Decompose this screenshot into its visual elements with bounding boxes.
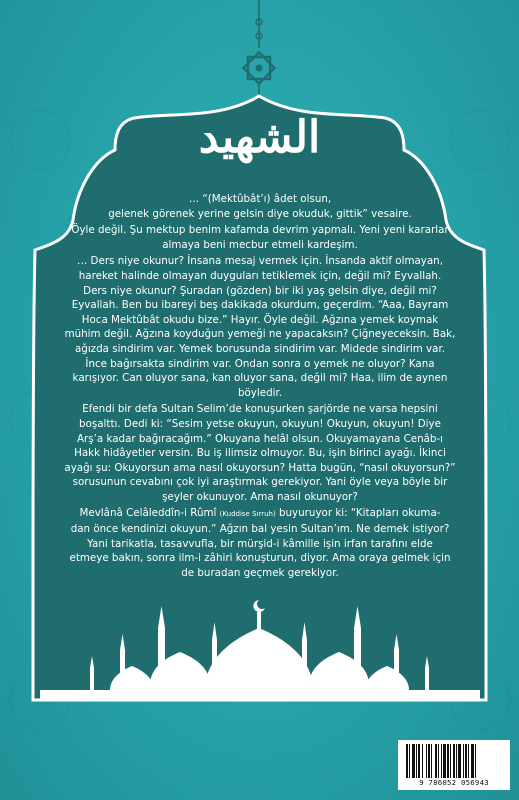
text-line: almaya beni mecbur etmeli kardeşim. [162, 238, 358, 251]
text-line: karışıyor. Can oluyor sana, kan oluyor sana, değil mi? Haa, ilim de aynen [72, 372, 448, 385]
isbn-barcode [398, 740, 510, 790]
text-line: etmeye bakın, sonra ilm-i zâhiri konuşturun, diyor. Ama oraya gelmek için [69, 552, 451, 565]
text-line: Eyvallah. Ben bu ibareyi beş dakikada okurdum, geçerdim. “Aaa, Bayram [71, 299, 449, 312]
honorific-note: (Kuddise Sırruh) [219, 510, 276, 519]
text-line: Hakk hidâyetler versin. Bu iş ilimsiz olmuyor. Bu, işin birinci ayağı. İkinci [74, 447, 446, 460]
paragraph-1 [58, 192, 462, 221]
isbn-digits: 9 786052 056943 [419, 778, 489, 787]
text-line: Mevlânâ Celâleddîn-i Rûmî [79, 507, 217, 520]
arabic-title: الشهيد [198, 112, 321, 163]
star-ornament-icon [243, 52, 274, 83]
text-line: de buradan geçmek gerekiyor. [181, 566, 339, 579]
text-line: Efendi bir defa Sultan Selim’de konuşurken şarjörde ne varsa hepsini [82, 403, 438, 416]
text-line: Yani tarikatla, tasavvufla, bir mürşid-i kâmille işin irfan tarafını elde [87, 537, 433, 550]
text-line: Arş’a kadar bağıracağım.” Okuyana helâl olsun. Okuyamayana Cenâb-ı [76, 432, 444, 445]
text-line: … “(Mektûbât’ı) âdet olsun, [188, 193, 332, 205]
text-line: böyledir. [237, 386, 283, 399]
text-line: boşalttı. Dedi ki: “Sesim yetse okuyun, okuyun! Okuyun, okuyun! Diye [79, 417, 441, 430]
text-line: İnce bağırsakta sindirim var. Ondan sonra o yemek ne oluyor? Kana [85, 357, 435, 370]
text-line: ayağı şu: Okuyorsun ama nasıl okuyorsun? Hatta bugün, “nasıl okuyorsun?” [64, 461, 456, 474]
paragraph-2 [58, 223, 462, 252]
text-line: buyuruyor ki: “Kitapları okuma- [279, 507, 441, 520]
back-cover-text [58, 192, 462, 582]
text-line: … Ders niye okunur? İnsana mesaj vermek için. İnsanda aktif olmayan, [76, 255, 443, 268]
text-line: ağızda sindirim var. Yemek borusunda sindirim var. Midede sindirim var. [74, 342, 446, 355]
text-line: Hoca Mektûbât okudu bize.” Hayır. Öyle değil. Ağzına yemek koymak [81, 313, 439, 326]
paragraph-3 [58, 254, 462, 400]
text-line: gelenek görenek yerine gelsin diye okuduk, gittik” vesaire. [108, 207, 412, 220]
paragraph-4 [58, 402, 462, 504]
text-line: hareket halinde olmayan duyguları tetiklemek için, değil mi? Eyvallah. [78, 269, 442, 282]
paragraph-5 [58, 506, 462, 580]
text-line: Ders niye okunur? Şuradan (gözden) bir iki yaş gelsin diye, değil mi? [83, 284, 437, 297]
text-line: mühim değil. Ağzına koyduğun yemeği ne yapacaksın? Çiğneyeceksin. Bak, [64, 328, 456, 341]
text-line: dan önce kendinizi okuyun.” Ağzın bal yesin Sultan’ım. Ne demek istiyor? [70, 523, 450, 536]
text-line: sorusunun cevabını çok iyi araştırmak gerekiyor. Yani öyle veya böyle bir [72, 476, 448, 489]
text-line: şeyler okunuyor. Ama nasıl okunuyor? [162, 490, 358, 503]
text-line: Öyle değil. Şu mektup benim kafamda devrim yapmalı. Yeni yeni kararlar [71, 224, 449, 237]
